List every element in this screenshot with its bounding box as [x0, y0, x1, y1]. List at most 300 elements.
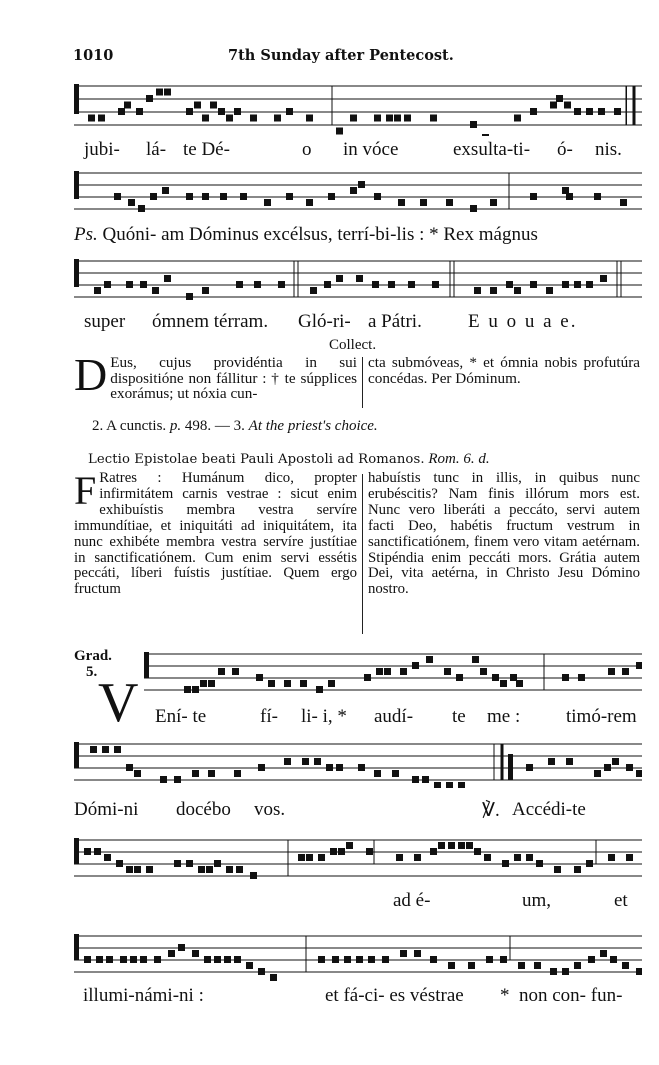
neume-note [622, 668, 629, 675]
neume-note [474, 287, 481, 294]
neume-note [358, 181, 365, 188]
syllable: timó-rem [566, 706, 637, 727]
neume-note [268, 680, 275, 687]
neume-note [130, 956, 137, 963]
neume-note [350, 115, 357, 122]
collect-title: Collect. [329, 337, 377, 353]
rubric-number: 498. [184, 418, 212, 434]
neume-note [316, 686, 323, 693]
syllable: jubi- [84, 139, 120, 160]
collect-text-left: Eus, cujus providéntia in sui dispositióne non fállitur : † te súpplices exorámus; ut nóxia cun- [110, 354, 357, 403]
neume-note [98, 115, 105, 122]
neume-note [208, 680, 215, 687]
neume-note [470, 121, 477, 128]
neume-note [394, 115, 401, 122]
neume-note [236, 281, 243, 288]
neume-note [626, 854, 633, 861]
syllable: E u o u a e. [468, 311, 578, 332]
neume-note [104, 854, 111, 861]
neume-note [574, 866, 581, 873]
neume-note [208, 770, 215, 777]
syllable: super [84, 311, 126, 332]
neume-note [382, 956, 389, 963]
neume-note [356, 275, 363, 282]
neume-note [400, 950, 407, 957]
syllable: te [452, 706, 466, 727]
psalm-verse: Quóni- am Dóminus excélsus, terrí-bi-lis : * Rex mágnus [102, 224, 538, 245]
neume-note [356, 956, 363, 963]
neume-note [314, 758, 321, 765]
neume-note [218, 668, 225, 675]
neume-note [154, 956, 161, 963]
neume-note [448, 842, 455, 849]
neume-note [328, 680, 335, 687]
neume-note [612, 758, 619, 765]
neume-note [474, 848, 481, 855]
neume-note [458, 782, 465, 788]
neume-note [174, 776, 181, 783]
neume-note [202, 193, 209, 200]
neume-note [106, 956, 113, 963]
neume-note [128, 199, 135, 206]
neume-note [270, 974, 277, 981]
lectio-title [88, 451, 490, 468]
psalm-label: Ps. [74, 224, 98, 245]
neume-note [328, 193, 335, 200]
lectio-right-column [368, 471, 640, 598]
neume-note [232, 668, 239, 675]
neume-note [114, 746, 121, 753]
neume-note [168, 950, 175, 957]
neume-note [492, 674, 499, 681]
syllable: li- i, * [301, 706, 347, 727]
neume-note [392, 770, 399, 777]
neume-note [486, 956, 493, 963]
neume-note [258, 764, 265, 771]
neume-note [372, 281, 379, 288]
neume-note [484, 854, 491, 861]
syllable: Accédi-te [512, 799, 586, 820]
neume-note [376, 668, 383, 675]
syllable: vos. [254, 799, 286, 820]
neume-note [140, 281, 147, 288]
neume-note [90, 746, 97, 753]
neume-note [444, 668, 451, 675]
neume-note [468, 962, 475, 969]
neume-note [192, 950, 199, 957]
lectio-reference: Rom. 6. d. [428, 451, 490, 467]
neume-note [578, 674, 585, 681]
neume-note [500, 956, 507, 963]
neume-note [562, 968, 569, 975]
neume-note [368, 956, 375, 963]
neume-note [562, 187, 569, 194]
syllable: fí- [260, 706, 278, 727]
syllable: audí- [374, 706, 414, 727]
chant-staff-5 [74, 740, 642, 788]
neume-note [408, 281, 415, 288]
neume-note [306, 115, 313, 122]
neume-note [256, 674, 263, 681]
neume-note [194, 102, 201, 109]
neume-note [586, 108, 593, 115]
neume-note [236, 866, 243, 873]
neume-note [156, 89, 163, 96]
neume-note [152, 287, 159, 294]
neume-note [94, 848, 101, 855]
neume-note [84, 848, 91, 855]
neume-note [562, 281, 569, 288]
neume-note [472, 656, 479, 663]
neume-note [318, 854, 325, 861]
collect-left-column [74, 349, 357, 403]
neume-note [332, 956, 339, 963]
neume-note [286, 193, 293, 200]
neume-note [96, 956, 103, 963]
neume-note [126, 764, 133, 771]
neume-note [350, 187, 357, 194]
neume-note [588, 956, 595, 963]
neume-note [226, 115, 233, 122]
neume-note [438, 842, 445, 849]
neume-note [388, 281, 395, 288]
neume-note [164, 275, 171, 282]
neume-note [506, 281, 513, 288]
neume-note [412, 662, 419, 669]
neume-note [346, 842, 353, 849]
neume-note [220, 193, 227, 200]
chant-staff-4 [144, 650, 642, 698]
neume-note [102, 746, 109, 753]
neume-note [422, 776, 429, 783]
syllable: um, [522, 890, 552, 911]
neume-note [214, 956, 221, 963]
neume-note [636, 770, 642, 777]
neume-note [336, 128, 343, 135]
column-divider [362, 474, 363, 634]
neume-note [404, 115, 411, 122]
neume-note [466, 842, 473, 849]
neume-note [490, 199, 497, 206]
neume-note [278, 281, 285, 288]
lectio-text-right: habuístis tunc in illis, in quibus nunc erubéscitis? Nam finis illórum mors est. Nunc vero liberáti a peccáto, servi autem facti Deo, habétis fructum vestrum in sanctificatiónem, finem vero vitam aetérnam. Stipéndia enim peccáti mors. Grátia autem Dei, vita aetérna, in Christo Jesu Dómino nostro. [368, 470, 640, 598]
syllable: o [302, 139, 312, 160]
neume-note [234, 108, 241, 115]
neume-note [546, 287, 553, 294]
neume-note [554, 866, 561, 873]
neume-note [358, 764, 365, 771]
syllable: docébo [176, 799, 231, 820]
syllable: non con- fun- [519, 985, 623, 1006]
neume-note [150, 193, 157, 200]
neume-note [116, 860, 123, 867]
syllable: illumi-námi-ni : [83, 985, 204, 1006]
syllable: nis. [595, 139, 622, 160]
neume-note [136, 108, 143, 115]
neume-note [608, 854, 615, 861]
neume-note [146, 866, 153, 873]
collect-right-column [368, 355, 640, 386]
asterisk: * [500, 985, 510, 1006]
neume-note [434, 782, 441, 788]
neume-note [386, 115, 393, 122]
neume-note [254, 281, 261, 288]
lyric-line-2 [74, 224, 538, 246]
neume-note [186, 108, 193, 115]
neume-note [574, 108, 581, 115]
neume-note [284, 680, 291, 687]
neume-note [192, 686, 199, 693]
neume-note [186, 293, 193, 300]
gradual-initial: V [98, 672, 139, 734]
neume-note [514, 115, 521, 122]
syllable: a Pátri. [368, 311, 422, 332]
neume-note [514, 287, 521, 294]
neume-note [164, 89, 171, 96]
neume-note [480, 668, 487, 675]
neume-note [118, 108, 125, 115]
neume-note [374, 193, 381, 200]
neume-note [234, 770, 241, 777]
chant-staff-7 [74, 930, 642, 982]
neume-note [200, 680, 207, 687]
neume-note [192, 770, 199, 777]
neume-note [326, 764, 333, 771]
neume-note [246, 962, 253, 969]
neume-note [530, 193, 537, 200]
chant-staff-1 [74, 78, 642, 136]
syllable: ó- [557, 139, 573, 160]
neume-note [536, 860, 543, 867]
neume-note [250, 115, 257, 122]
syllable: et fá-ci- es véstrae [325, 985, 464, 1006]
neume-note [526, 854, 533, 861]
neume-note [516, 680, 523, 687]
neume-note [600, 950, 607, 957]
neume-note [202, 287, 209, 294]
lectio-text-left: Ratres : Humánum dico, propter infirmitátem carnis vestrae : sicut enim exhibuístis membra vestra servíre immundítiae, et iniquitáti ad iniquitátem, ita nunc exhibéte membra vestra servíre justítiae in sanctificatiónem. Cum enim servi essétis peccáti, líberi fuístis justítiae. Quem ergo fructum [74, 470, 357, 598]
neume-note [446, 199, 453, 206]
neume-note [306, 854, 313, 861]
neume-note [564, 102, 571, 109]
neume-note [374, 770, 381, 777]
syllable: ómnem térram. [152, 311, 269, 332]
neume-note [550, 102, 557, 109]
neume-note [240, 193, 247, 200]
neume-note [400, 668, 407, 675]
neume-note [162, 187, 169, 194]
neume-note [298, 854, 305, 861]
neume-note [160, 776, 167, 783]
neume-note [574, 281, 581, 288]
neume-note [446, 782, 453, 788]
verse-symbol: ℣. [482, 800, 500, 821]
neume-note [124, 102, 131, 109]
neume-note [430, 956, 437, 963]
neume-note [214, 860, 221, 867]
neume-note [548, 758, 555, 765]
neume-note [140, 956, 147, 963]
neume-note [430, 115, 437, 122]
neume-note [420, 199, 427, 206]
neume-note [104, 281, 111, 288]
neume-note [490, 287, 497, 294]
syllable: Ení- te [155, 706, 207, 727]
neume-note [134, 770, 141, 777]
neume-note [126, 866, 133, 873]
neume-note [600, 275, 607, 282]
neume-note [556, 95, 563, 102]
syllable: et [614, 890, 628, 911]
lectio-left-column [74, 468, 357, 598]
syllable: te Dé- [183, 139, 230, 160]
neume-note [364, 674, 371, 681]
neume-note [88, 115, 95, 122]
neume-note [186, 193, 193, 200]
neume-note [306, 199, 313, 206]
neume-note [586, 860, 593, 867]
neume-note [470, 205, 477, 212]
neume-note [414, 950, 421, 957]
neume-note [614, 108, 621, 115]
neume-note [202, 115, 209, 122]
neume-note [574, 962, 581, 969]
neume-note [620, 199, 627, 206]
neume-note [398, 199, 405, 206]
neume-note [338, 848, 345, 855]
syllable: exsulta-ti- [453, 139, 531, 160]
neume-note [530, 281, 537, 288]
neume-note [286, 108, 293, 115]
neume-note [258, 968, 265, 975]
neume-note [206, 866, 213, 873]
syllable: Dómi-ni [74, 799, 139, 820]
neume-note [324, 281, 331, 288]
neume-note [518, 962, 525, 969]
neume-note [344, 956, 351, 963]
lectio-heading: Lectio Epistolae beati Pauli Apostoli ad Romanos. [88, 452, 425, 467]
neume-note [114, 193, 121, 200]
neume-note [608, 668, 615, 675]
collect-text-right: cta submóveas, * et ómnia nobis profutúra concédas. Per Dóminum. [368, 354, 640, 387]
neume-note [412, 776, 419, 783]
neume-note [586, 281, 593, 288]
neume-note [566, 758, 573, 765]
neume-note [184, 686, 191, 693]
neume-note [550, 968, 557, 975]
syllable: in vóce [343, 139, 399, 160]
neume-note [622, 962, 629, 969]
neume-note [300, 680, 307, 687]
neume-note [610, 956, 617, 963]
neume-note [302, 758, 309, 765]
neume-note [274, 115, 281, 122]
neume-note [448, 962, 455, 969]
gradual-label: Grad. [74, 648, 112, 664]
chant-staff-3 [74, 256, 642, 306]
neume-note [500, 680, 507, 687]
neume-note [374, 115, 381, 122]
neume-note [384, 668, 391, 675]
neume-note [204, 956, 211, 963]
neume-note [336, 275, 343, 282]
neume-note [594, 770, 601, 777]
neume-note [250, 872, 257, 879]
neume-note [530, 108, 537, 115]
neume-note [138, 205, 145, 212]
neume-note [226, 866, 233, 873]
neume-note [146, 95, 153, 102]
neume-note [318, 956, 325, 963]
neume-note [626, 764, 633, 771]
syllable: Gló-ri- [298, 311, 351, 332]
gradual-mode: 5. [86, 664, 98, 680]
neume-note [310, 287, 317, 294]
neume-note [174, 860, 181, 867]
neume-note [534, 962, 541, 969]
syllable: lá- [146, 139, 167, 160]
neume-note [120, 956, 127, 963]
rubric-italic: At the priest's choice. [248, 418, 378, 434]
neume-note [396, 854, 403, 861]
neume-note [210, 102, 217, 109]
neume-note [566, 193, 573, 200]
neume-note [594, 193, 601, 200]
neume-note [562, 674, 569, 681]
neume-note [526, 764, 533, 771]
column-divider [362, 357, 363, 408]
neume-note [234, 956, 241, 963]
rubric-text-2: — 3. [214, 418, 245, 434]
neume-note [284, 758, 291, 765]
neume-note [198, 866, 205, 873]
drop-cap: D [74, 349, 108, 400]
rubric-page-ref: p. [169, 418, 182, 434]
rubric-line [92, 419, 378, 435]
neume-note [84, 956, 91, 963]
running-title: 7th Sunday after Pentecost. [228, 47, 454, 64]
syllable: ad é- [393, 890, 431, 911]
chant-staff-2 [74, 168, 642, 218]
neume-note [366, 848, 373, 855]
neume-note [598, 108, 605, 115]
neume-note [604, 764, 611, 771]
neume-note [502, 860, 509, 867]
neume-note [414, 854, 421, 861]
neume-note [636, 968, 642, 975]
neume-note [510, 674, 517, 681]
neume-note [264, 199, 271, 206]
neume-note [430, 848, 437, 855]
neume-note [636, 662, 642, 669]
neume-note [426, 656, 433, 663]
neume-note [514, 854, 521, 861]
neume-note [458, 842, 465, 849]
neume-note [432, 281, 439, 288]
chant-staff-6 [74, 830, 642, 886]
syllable: me : [487, 706, 521, 727]
page-number: 1010 [73, 47, 114, 64]
neume-note [224, 956, 231, 963]
neume-note [94, 287, 101, 294]
neume-note [482, 134, 489, 136]
neume-note [456, 674, 463, 681]
neume-note [178, 944, 185, 951]
neume-note [134, 866, 141, 873]
rubric-text: 2. A cunctis. [92, 418, 167, 434]
neume-note [126, 281, 133, 288]
neume-note [330, 848, 337, 855]
